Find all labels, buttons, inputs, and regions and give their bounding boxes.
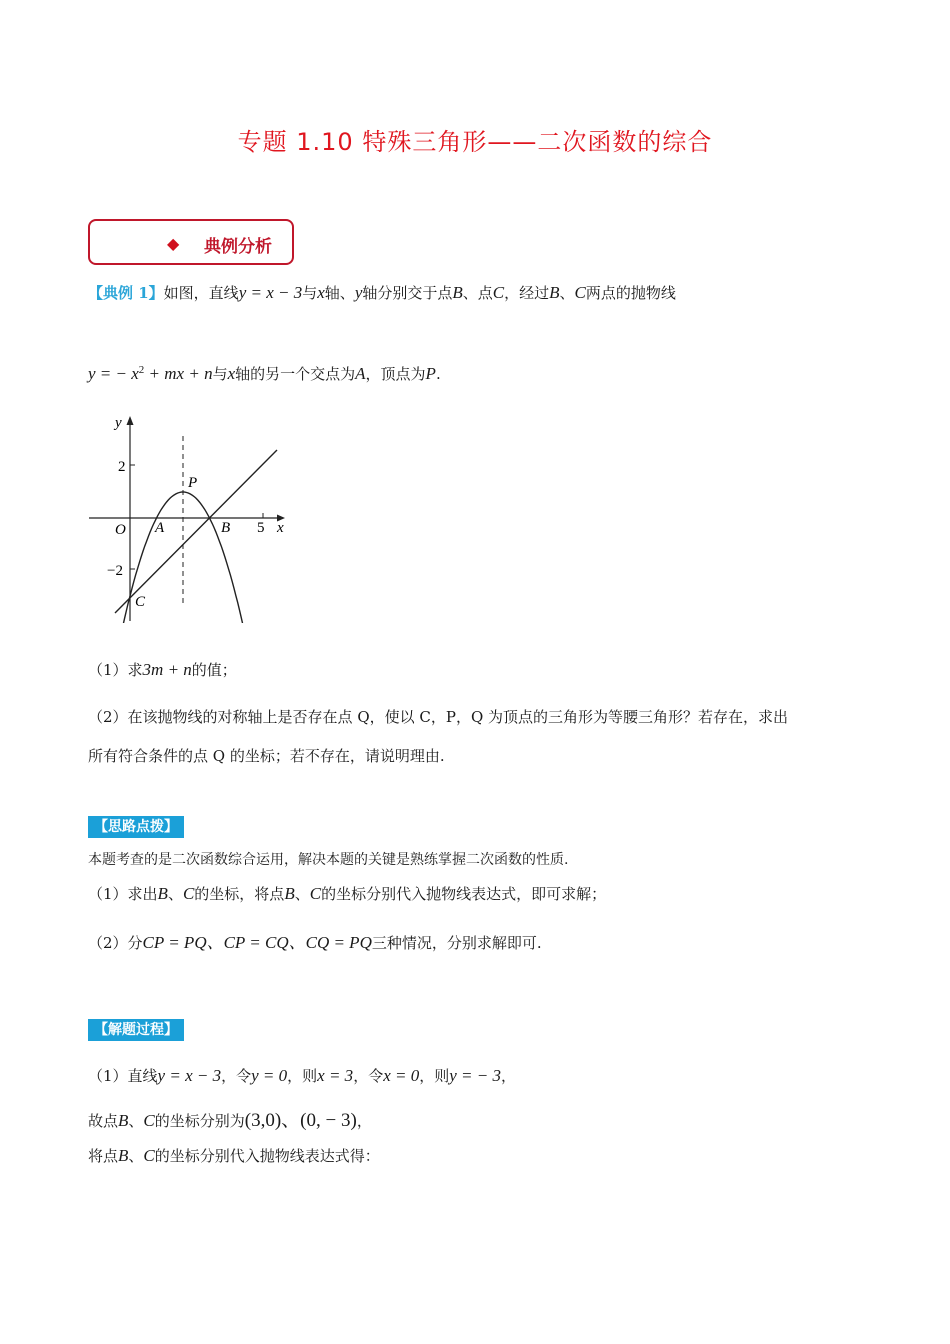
diamond-icon: ◆ xyxy=(167,234,180,253)
function-graph xyxy=(85,408,300,623)
solution-line-2: 故点B、C的坐标分别为(3,0)、(0, − 3)， xyxy=(88,1110,372,1131)
section-header xyxy=(88,219,294,265)
label-origin: O xyxy=(115,522,126,538)
example-line-1: 【典例 1】如图，直线y = x − 3与x轴、y轴分别交于点B、点C，经过B、C两点的抛物线 xyxy=(88,283,676,302)
solution-badge: 【解题过程】 xyxy=(88,1019,184,1039)
question-2-line-1: （2）在该抛物线的对称轴上是否存在点 Q，使以 C，P，Q 为顶点的三角形为等腰三角形？若存在，求出 xyxy=(88,708,789,726)
question-2-line-2: 所有符合条件的点 Q 的坐标；若不存在，请说明理由. xyxy=(88,747,445,765)
label-c: C xyxy=(135,594,146,610)
example-line-2: y = − $x^2$ + mx + n与x轴的另一个交点为A，顶点为P. xyxy=(88,364,441,383)
label-x: x xyxy=(277,520,284,536)
solution-line-3: 将点B、C的坐标分别代入抛物线表达式得： xyxy=(88,1146,380,1165)
label-a: A xyxy=(155,520,165,536)
page-title: 专题 1.10 特殊三角形——二次函数的综合 xyxy=(237,128,713,156)
question-1: （1）求3m + n的值； xyxy=(88,660,237,679)
hint-line-2: （1）求出B、C的坐标，将点B、C的坐标分别代入抛物线表达式，即可求解； xyxy=(88,884,607,903)
solution-line-1: （1）直线y = x − 3，令y = 0，则x = 3，令x = 0，则y = − 3， xyxy=(88,1066,517,1085)
label-p: P xyxy=(188,475,198,491)
section-label: 典例分析 xyxy=(204,237,272,257)
label-five: 5 xyxy=(257,520,265,536)
label-y: y xyxy=(115,415,122,431)
label-neg-two: −2 xyxy=(107,563,123,579)
label-b: B xyxy=(221,520,231,536)
example-tag: 【典例 1】 xyxy=(88,284,164,302)
hint-badge: 【思路点拨】 xyxy=(88,816,184,836)
y-axis-arrow xyxy=(127,416,134,425)
label-two: 2 xyxy=(118,459,126,475)
hint-line-1: 本题考查的是二次函数综合运用，解决本题的关键是熟练掌握二次函数的性质. xyxy=(88,852,569,868)
hint-line-3: （2）分CP = PQ、CP = CQ、CQ = PQ三种情况，分别求解即可. xyxy=(88,933,542,952)
